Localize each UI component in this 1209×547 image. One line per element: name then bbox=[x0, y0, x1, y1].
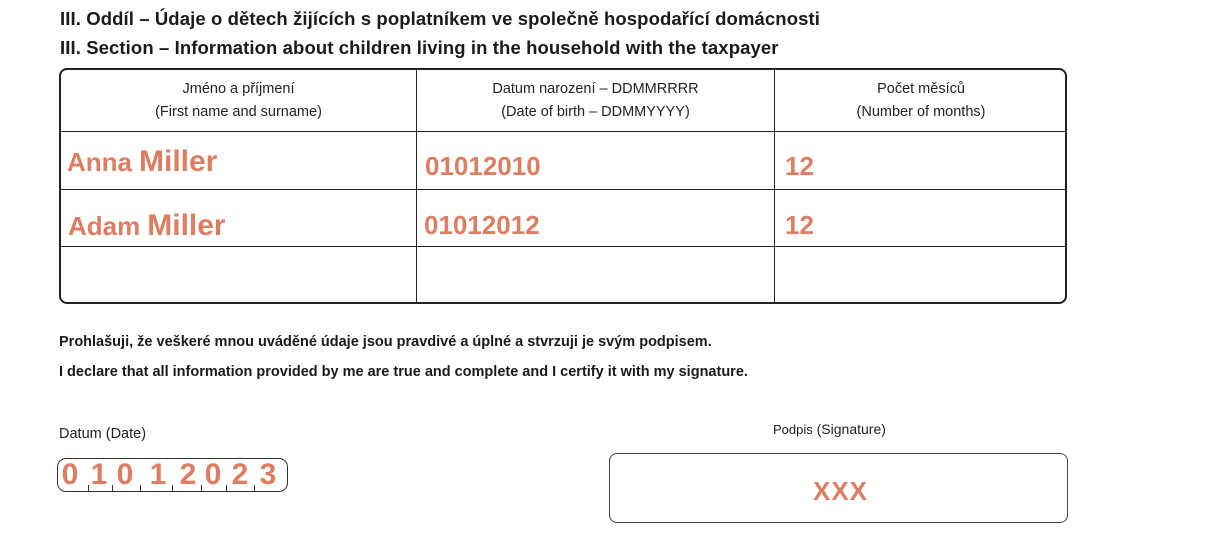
column-header-dob bbox=[417, 70, 774, 132]
column-header-months bbox=[775, 70, 1067, 132]
date-digit: 0 bbox=[204, 457, 222, 491]
signature-value: XXX bbox=[812, 475, 869, 506]
column-header-label-en: (First name and surname) bbox=[155, 104, 322, 120]
date-digit: 1 bbox=[90, 457, 108, 491]
column-header-name bbox=[61, 70, 416, 132]
date-tick bbox=[140, 485, 141, 491]
column-header-label-cz: Počet měsíců bbox=[877, 81, 965, 97]
months-field[interactable]: 12 bbox=[785, 209, 814, 240]
surname: Miller bbox=[139, 145, 218, 178]
signature-field[interactable] bbox=[609, 453, 1068, 523]
signature-label bbox=[773, 421, 886, 437]
signature-label-en: (Signature) bbox=[816, 421, 886, 437]
date-tick bbox=[112, 485, 113, 491]
date-tick bbox=[254, 485, 255, 491]
date-digit: 2 bbox=[231, 457, 249, 491]
date-digit: 3 bbox=[259, 457, 277, 491]
date-digit: 0 bbox=[116, 457, 134, 491]
children-table bbox=[59, 68, 1067, 304]
name-field[interactable] bbox=[68, 198, 226, 254]
dob-field[interactable]: 01012010 bbox=[425, 150, 541, 181]
first-name: Anna bbox=[67, 146, 132, 177]
column-header-label-en: (Number of months) bbox=[856, 104, 986, 120]
surname: Miller bbox=[147, 209, 226, 242]
column-header-label-cz: Datum narození – DDMMRRRR bbox=[492, 81, 699, 97]
column-header-label-en: (Date of birth – DDMMYYYY) bbox=[501, 104, 690, 120]
first-name: Adam bbox=[68, 210, 141, 241]
months-field[interactable]: 12 bbox=[785, 150, 814, 181]
dob-field[interactable]: 01012012 bbox=[424, 209, 540, 240]
name-field[interactable] bbox=[67, 247, 74, 303]
declaration-cz: Prohlašuji, že veškeré mnou uváděné údaje jsou pravdivé a úplné a stvrzuji je svým podpisem. bbox=[59, 334, 712, 350]
date-field[interactable] bbox=[57, 458, 288, 492]
date-digit: 1 bbox=[149, 457, 167, 491]
column-header-label-cz: Jméno a příjmení bbox=[182, 81, 295, 97]
date-tick bbox=[172, 485, 173, 491]
date-digit: 2 bbox=[179, 457, 197, 491]
name-field[interactable] bbox=[67, 134, 217, 190]
date-digit: 0 bbox=[61, 457, 79, 491]
section-title-cz: III. Oddíl – Údaje o dětech žijících s poplatníkem ve společně hospodařící domácnosti bbox=[60, 8, 820, 29]
date-tick bbox=[226, 485, 227, 491]
declaration-en: I declare that all information provided by me are true and complete and I certify it with my signature. bbox=[59, 364, 748, 380]
date-label: Datum (Date) bbox=[59, 426, 147, 442]
section-title-en: III. Section – Information about children living in the household with the taxpayer bbox=[60, 37, 779, 58]
signature-label-cz: Podpis bbox=[773, 422, 813, 437]
